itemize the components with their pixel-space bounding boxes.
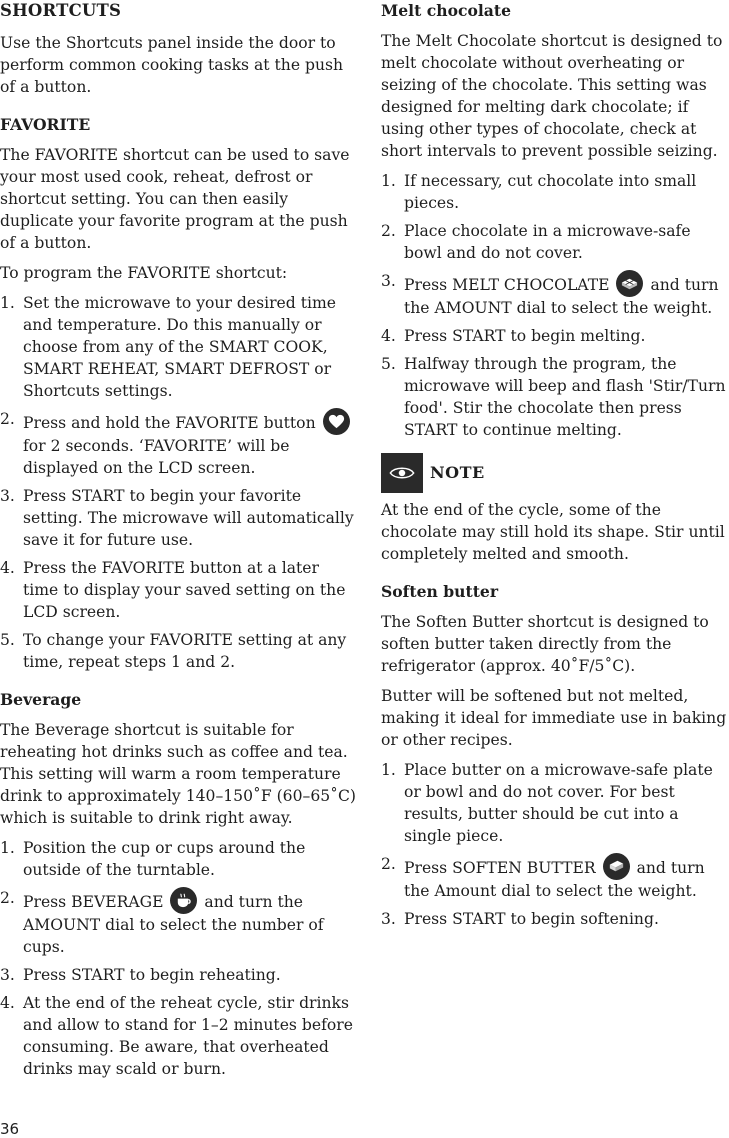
list-item: [0, 292, 356, 402]
step-number: 2.: [381, 222, 396, 240]
step-number: 1.: [0, 294, 15, 312]
cup-icon: [170, 887, 197, 914]
list-item: [0, 964, 356, 986]
soften-butter-steps: [381, 759, 729, 930]
soften-butter-heading: Soften butter: [381, 582, 499, 601]
step-number: 3.: [381, 910, 396, 928]
step-text: Press START to begin reheating.: [23, 966, 281, 984]
list-item: [0, 557, 356, 623]
list-item: [0, 485, 356, 551]
step-number: 4.: [381, 327, 396, 345]
list-item: [0, 837, 356, 881]
favorite-intro: The FAVORITE shortcut can be used to save your most used cook, reheat, defrost or shortcut setting. You can then easily duplicate your favorite program at the push of a button.: [0, 146, 350, 252]
step-text: If necessary, cut chocolate into small pieces.: [404, 172, 697, 212]
list-item: [381, 759, 729, 847]
list-item: [381, 220, 729, 264]
shortcuts-heading: SHORTCUTS: [0, 1, 122, 20]
list-item: [381, 908, 729, 930]
step-number: 3.: [0, 966, 15, 984]
step-text: Press START to begin melting.: [404, 327, 646, 345]
step-text: Press BEVERAGE: [23, 893, 164, 911]
step-number: 2.: [0, 410, 15, 428]
list-item: [381, 170, 729, 214]
list-item: [0, 992, 356, 1080]
list-item: [381, 853, 729, 902]
favorite-steps: [0, 292, 356, 673]
favorite-section: [0, 114, 356, 673]
step-number: 2.: [0, 889, 15, 907]
note-title: NOTE: [430, 463, 485, 482]
butter-icon: [603, 853, 630, 880]
list-item: [0, 629, 356, 673]
step-number: 1.: [381, 761, 396, 779]
eye-icon: [381, 453, 423, 493]
melt-chocolate-intro: The Melt Chocolate shortcut is designed to melt chocolate without overheating or seizing of the chocolate. This setting was designed for melting dark chocolate; if using other types of chocolate, check at short intervals to prevent possible seizing.: [381, 32, 723, 160]
step-text: Press START to begin your favorite setting. The microwave will automatically save it for future use.: [23, 487, 354, 549]
melt-chocolate-heading: Melt chocolate: [381, 1, 512, 20]
beverage-intro: The Beverage shortcut is suitable for reheating hot drinks such as coffee and tea. This setting will warm a room temperature drink to approximately 140–150˚F (60–65˚C) which is suitable to drink right away.: [0, 721, 356, 827]
step-text: Set the microwave to your desired time and temperature. Do this manually or choose from any of the SMART COOK, SMART REHEAT, SMART DEFROST or Shortcuts settings.: [23, 294, 336, 400]
step-text: To change your FAVORITE setting at any time, repeat steps 1 and 2.: [23, 631, 347, 671]
soften-butter-intro: The Soften Butter shortcut is designed to soften butter taken directly from the refrigerator (approx. 40˚F/5˚C).: [381, 613, 709, 675]
step-text: Position the cup or cups around the outside of the turntable.: [23, 839, 306, 879]
right-column: [381, 0, 729, 936]
favorite-program-intro: To program the FAVORITE shortcut:: [0, 264, 288, 282]
step-number: 3.: [0, 487, 15, 505]
step-number: 2.: [381, 855, 396, 873]
step-text: Press MELT CHOCOLATE: [404, 276, 610, 294]
step-number: 1.: [381, 172, 396, 190]
step-number: 4.: [0, 994, 15, 1012]
step-text: At the end of the reheat cycle, stir drinks and allow to stand for 1–2 minutes before consuming. Be aware, that overheated drinks may scald or burn.: [23, 994, 353, 1078]
step-number: 5.: [0, 631, 15, 649]
step-number: 5.: [381, 355, 396, 373]
list-item: [381, 353, 729, 441]
step-text-after: and turn the AMOUNT dial to select the weight.: [404, 276, 719, 317]
beverage-steps: [0, 837, 356, 1080]
page-number: 36: [0, 1120, 20, 1138]
step-text: Press and hold the FAVORITE button: [23, 414, 316, 432]
step-number: 4.: [0, 559, 15, 577]
step-text: Press SOFTEN BUTTER: [404, 859, 596, 877]
step-text: Halfway through the program, the microwave will beep and flash 'Stir/Turn food'. Stir the chocolate then press START to continue melting.: [404, 355, 726, 439]
shortcuts-intro: Use the Shortcuts panel inside the door to perform common cooking tasks at the push of a button.: [0, 34, 344, 96]
step-text-after: and turn the Amount dial to select the weight.: [404, 859, 705, 900]
list-item: [381, 270, 729, 319]
step-text: Place butter on a microwave-safe plate or bowl and do not cover. For best results, butter should be cut into a single piece.: [404, 761, 713, 845]
melt-chocolate-section: [381, 0, 729, 441]
step-text-after: for 2 seconds. ‘FAVORITE’ will be displayed on the LCD screen.: [23, 437, 290, 477]
step-number: 3.: [381, 272, 396, 290]
heart-icon: [323, 408, 350, 435]
note-header: [381, 453, 729, 493]
list-item: [0, 887, 356, 958]
chocolate-icon: [616, 270, 643, 297]
step-text: Press START to begin softening.: [404, 910, 659, 928]
list-item: [381, 325, 729, 347]
list-item: [0, 408, 356, 479]
step-text-after: and turn the AMOUNT dial to select the number of cups.: [23, 893, 324, 956]
melt-chocolate-steps: [381, 170, 729, 441]
step-number: 1.: [0, 839, 15, 857]
soften-butter-intro-2: Butter will be softened but not melted, making it ideal for immediate use in baking or other recipes.: [381, 687, 727, 749]
soften-butter-section: [381, 581, 729, 930]
favorite-heading: FAVORITE: [0, 115, 91, 134]
beverage-heading: Beverage: [0, 690, 82, 709]
left-column: [0, 0, 356, 1086]
step-text: Place chocolate in a microwave-safe bowl and do not cover.: [404, 222, 691, 262]
note-text: At the end of the cycle, some of the chocolate may still hold its shape. Stir until completely melted and smooth.: [381, 501, 725, 563]
beverage-section: [0, 689, 356, 1080]
step-text: Press the FAVORITE button at a later time to display your saved setting on the LCD screen.: [23, 559, 346, 621]
